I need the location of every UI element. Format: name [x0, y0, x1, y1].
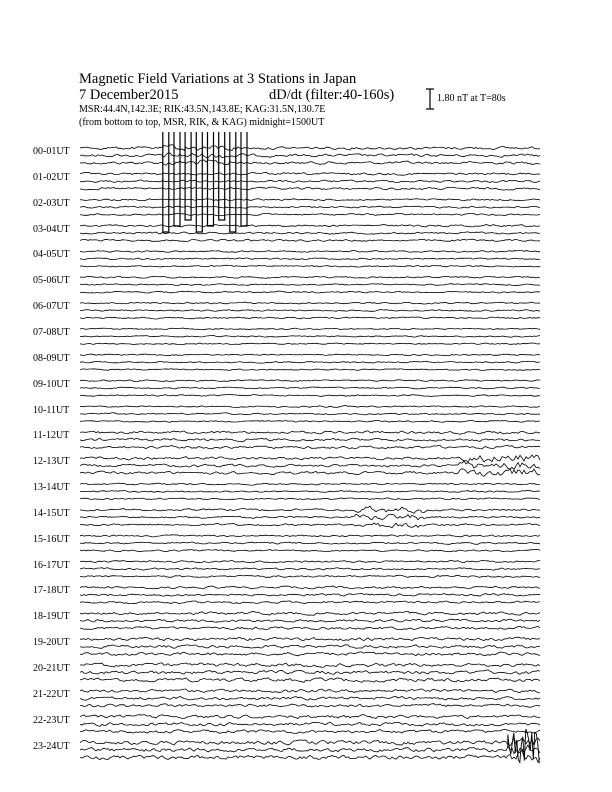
trace-line: [80, 354, 540, 356]
trace-line: [80, 395, 540, 397]
spike-artifact: [163, 132, 169, 232]
trace-line: [80, 498, 540, 500]
date-label: 7 December2015: [79, 87, 179, 103]
trace-line: [80, 560, 540, 562]
trace-line: [80, 199, 540, 201]
trace-line: [80, 180, 540, 183]
trace-line: [80, 225, 540, 227]
trace-line: [80, 523, 540, 528]
trace-line: [80, 406, 540, 408]
trace-line: [80, 663, 540, 668]
trace-line: [80, 361, 540, 363]
trace-line: [80, 276, 540, 278]
trace-line: [80, 594, 540, 597]
trace-line: [80, 738, 540, 746]
trace-line: [80, 745, 540, 754]
hour-label: 03-04UT: [33, 223, 70, 235]
trace-line: [80, 213, 540, 215]
hour-label: 16-17UT: [33, 559, 70, 571]
trace-line: [80, 187, 540, 190]
trace-line: [80, 689, 540, 693]
trace-line: [80, 317, 540, 319]
trace-line: [80, 483, 540, 485]
hour-label: 19-20UT: [33, 637, 70, 649]
spike-artifact: [241, 132, 247, 226]
trace-line: [80, 380, 540, 382]
hour-label: 20-21UT: [33, 663, 70, 674]
trace-line: [80, 413, 540, 415]
hour-label: 21-22UT: [33, 688, 70, 700]
trace-line: [80, 420, 540, 422]
trace-line: [80, 206, 540, 208]
hour-label: 23-24UT: [33, 740, 70, 752]
hour-label: 08-09UT: [33, 352, 70, 364]
hour-label: 15-16UT: [33, 533, 70, 545]
trace-line: [80, 549, 540, 551]
trace-line: [80, 750, 540, 762]
trace-line: [80, 722, 540, 726]
hour-label: 02-03UT: [33, 197, 70, 209]
trace-line: [80, 611, 540, 615]
trace-line: [80, 239, 540, 241]
trace-line: [80, 678, 540, 683]
trace-line: [80, 469, 540, 477]
trace-line: [80, 514, 540, 520]
hour-label: 12-13UT: [33, 456, 70, 468]
trace-line: [80, 619, 540, 622]
trace-line: [80, 586, 540, 589]
spike-artifact: [174, 132, 180, 226]
hour-label: 01-02UT: [33, 171, 70, 183]
hour-label: 04-05UT: [33, 249, 70, 261]
hour-label: 18-19UT: [33, 611, 70, 623]
trace-line: [80, 291, 540, 293]
trace-line: [80, 670, 540, 674]
hour-label: 22-23UT: [33, 714, 70, 726]
trace-line: [80, 506, 540, 513]
hour-label: 17-18UT: [33, 585, 70, 597]
trace-line: [80, 645, 540, 649]
trace-line: [80, 438, 540, 442]
trace-line: [80, 153, 540, 158]
trace-line: [80, 697, 540, 701]
scale-label: 1.80 nT at T=80s: [437, 93, 506, 104]
spike-artifact: [230, 132, 236, 232]
trace-line: [80, 265, 540, 267]
trace-line: [80, 535, 540, 537]
trace-line: [80, 310, 540, 312]
filter-label: dD/dt (filter:40-160s): [269, 87, 395, 103]
trace-line: [80, 160, 540, 165]
hour-label: 13-14UT: [33, 482, 70, 494]
trace-line: [80, 343, 540, 345]
trace-line: [80, 568, 540, 571]
chart-title: Magnetic Field Variations at 3 Stations in Japan: [79, 71, 357, 87]
hour-label: 00-01UT: [33, 146, 70, 157]
trace-line: [80, 626, 540, 629]
station-order-note: (from bottom to top, MSR, RIK, & KAG) midnight=1500UT: [79, 117, 325, 128]
trace-line: [80, 431, 540, 434]
hour-label: 06-07UT: [33, 301, 70, 313]
hour-label: 09-10UT: [33, 378, 70, 390]
trace-line: [80, 258, 540, 260]
hour-label: 10-11UT: [33, 404, 70, 416]
station-coordinates: MSR:44.4N,142.3E; RIK:43.5N,143.8E; KAG:31.5N,130.7E: [79, 104, 326, 115]
hour-label: 07-08UT: [33, 326, 70, 338]
spike-artifact: [219, 132, 225, 220]
trace-line: [80, 251, 540, 253]
hour-label: 14-15UT: [33, 507, 70, 519]
trace-line: [80, 445, 540, 449]
trace-line: [80, 704, 540, 708]
trace-line: [80, 715, 540, 719]
trace-line: [80, 145, 540, 151]
trace-line: [80, 284, 540, 286]
trace-line: [80, 369, 540, 371]
trace-line: [80, 575, 540, 577]
trace-line: [80, 637, 540, 641]
trace-line: [80, 601, 540, 604]
trace-line: [80, 328, 540, 330]
trace-line: [80, 302, 540, 304]
trace-line: [80, 455, 540, 462]
trace-line: [80, 232, 540, 234]
hour-label: 11-12UT: [33, 430, 70, 442]
trace-line: [80, 491, 540, 493]
trace-line: [80, 387, 540, 389]
trace-line: [80, 730, 540, 734]
trace-line: [80, 652, 540, 656]
hour-label: 05-06UT: [33, 275, 70, 287]
trace-line: [80, 542, 540, 544]
trace-line: [80, 461, 540, 469]
trace-line: [80, 336, 540, 338]
trace-line: [80, 172, 540, 175]
